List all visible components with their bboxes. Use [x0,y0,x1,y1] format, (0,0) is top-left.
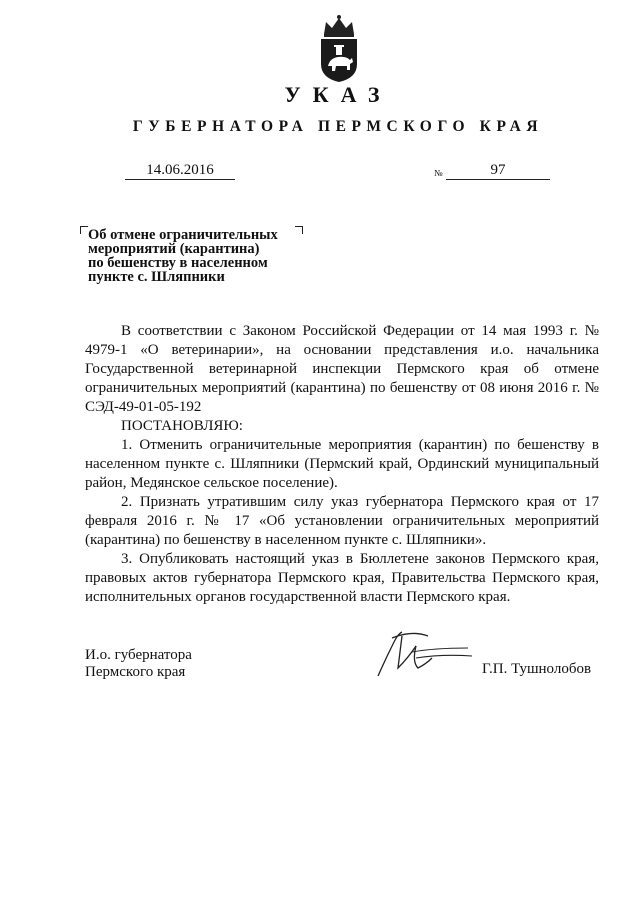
decree-word: ПОСТАНОВЛЯЮ: [121,418,243,434]
document-subtitle: ГУБЕРНАТОРА ПЕРМСКОГО КРАЯ [132,118,544,135]
decree-subject [88,228,298,284]
signatory-position [85,647,192,681]
subject-line: мероприятий (карантина) [88,241,260,257]
item-1-paragraph: 1. Отменить ограничительные мероприятия (карантин) по бешенству в населенном пункте с. Шляпники (Пермский край, Ординский муниципальный район, Медянское сельское поселение). [85,437,599,491]
decree-number: 97 [446,161,550,180]
document-title: УКАЗ [284,82,392,107]
subject-line: Об отмене ограничительных [88,227,278,243]
decree-body [85,322,599,607]
position-line: Пермского края [85,664,186,680]
number-sign: № [434,168,443,178]
signatory-name: Г.П. Тушнолобов [482,661,592,677]
preamble-paragraph: В соответствии с Законом Российской Федерации от 14 мая 1993 г. № 4979-1 «О ветеринарии», на основании представления и.о. начальника Государственной ветеринарной инспекции Пермского края об отмене ограничительных мероприятий (карантина) по бешенству от 08 июня 2016 г. № СЭД-49-01-05-192 [85,323,599,415]
subject-line: пункте с. Шляпники [88,269,225,285]
subject-corner-left [80,226,88,234]
handwritten-signature-icon [372,628,478,680]
coat-of-arms-icon [316,14,362,84]
item-2-paragraph: 2. Признать утратившим силу указ губернатора Пермского края от 17 февраля 2016 г. № 17 «Об установлении ограничительных мероприятий (карантина) по бешенству в населенном пункте с. Шляпники». [85,494,599,548]
subject-line: по бешенству в населенном [88,255,268,271]
position-line: И.о. губернатора [85,647,192,663]
decree-date: 14.06.2016 [125,161,235,180]
item-3-paragraph: 3. Опубликовать настоящий указ в Бюллетене законов Пермского края, правовых актов губернатора Пермского края, Правительства Пермского края, исполнительных органов государственной власти Пермского края. [85,551,599,605]
